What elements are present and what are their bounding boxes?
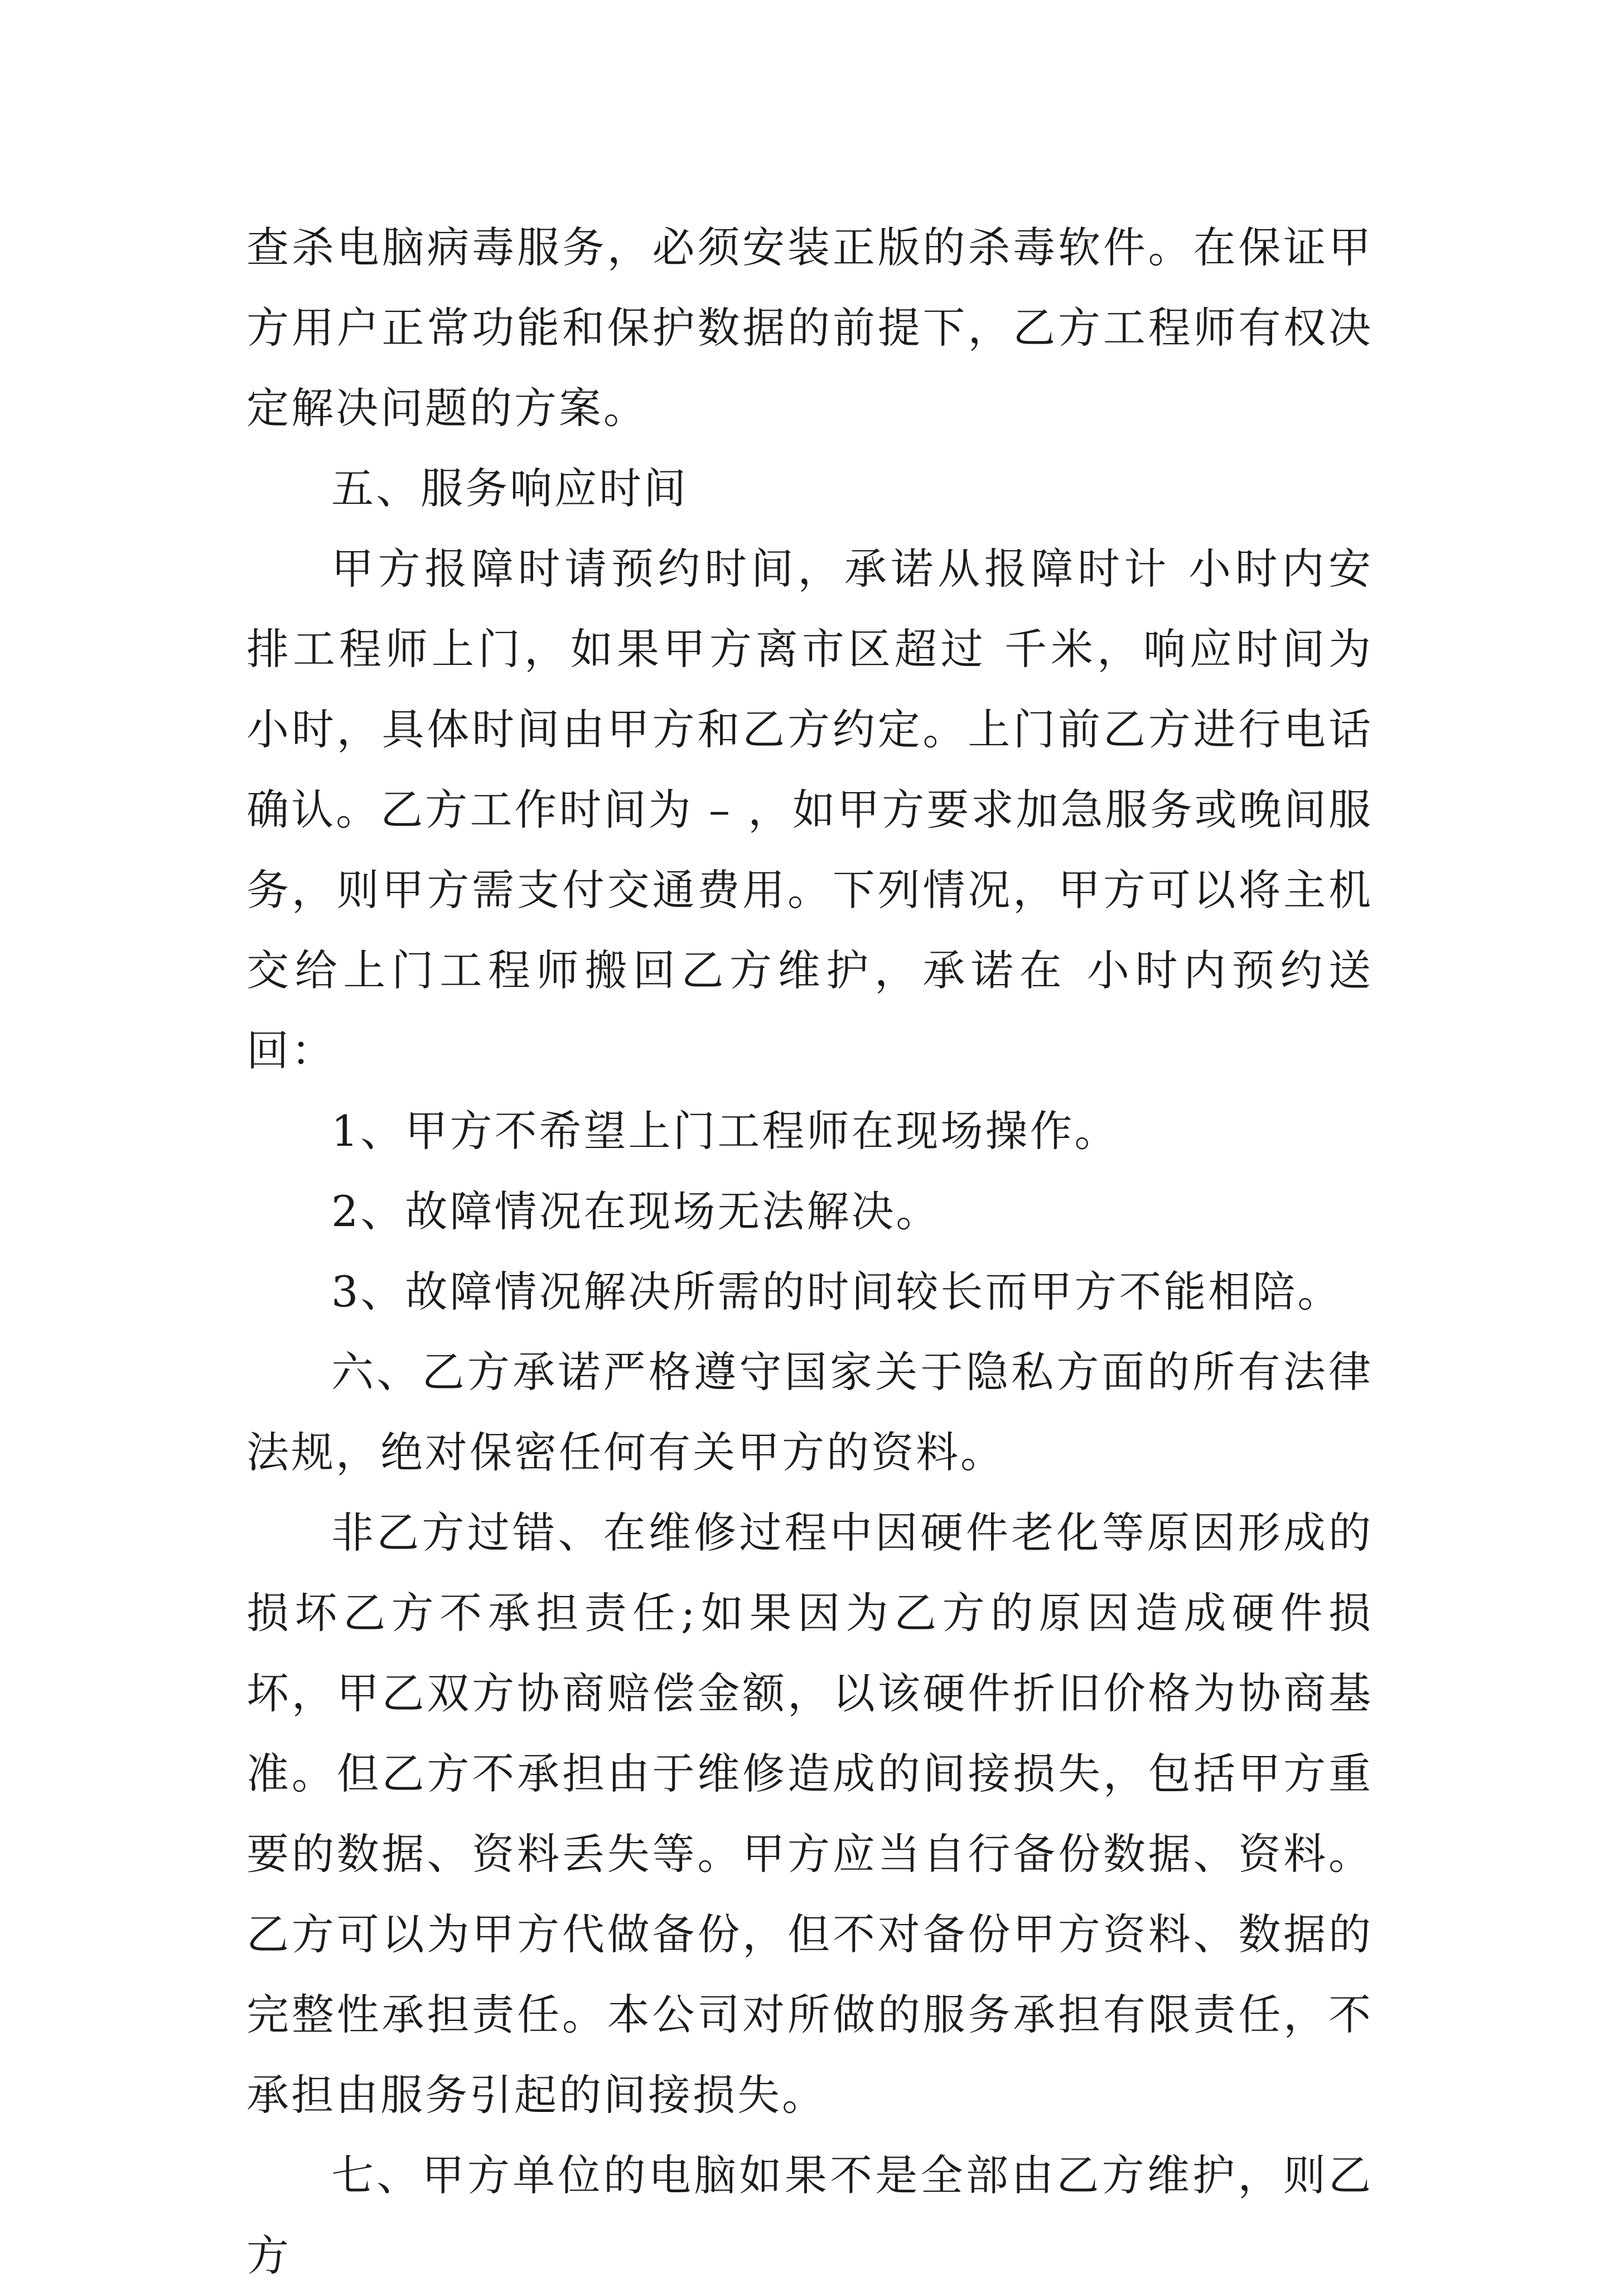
paragraph: 六、乙方承诺严格遵守国家关于隐私方面的所有法律法规，绝对保密任何有关甲方的资料。 — [247, 1347, 1373, 1477]
document-body — [247, 208, 1373, 2296]
list-item: 3、故障情况解决所需的时间较长而甲方不能相陪。 — [331, 1267, 1342, 1316]
section-heading: 五、服务响应时间 — [331, 464, 688, 513]
paragraph: 查杀电脑病毒服务，必须安装正版的杀毒软件。在保证甲方用户正常功能和保护数据的前提下，乙方工程师有权决定解决问题的方案。 — [247, 223, 1373, 433]
paragraph: 七、甲方单位的电脑如果不是全部由乙方维护，则乙方 — [247, 2150, 1373, 2280]
paragraph: 甲方报障时请预约时间，承诺从报障时计 小时内安排工程师上门，如果甲方离市区超过 千米，响应时间为 小时，具体时间由甲方和乙方约定。上门前乙方进行电话确认。乙方工作时间为 – ，如甲方要求加急服务或晚间服务，则甲方需支付交通费用。下列情况，甲方可以将主机交给上门工程师搬回乙方维护，承诺在 小时内预约送回： — [247, 544, 1373, 1075]
paragraph: 非乙方过错、在维修过程中因硬件老化等原因形成的损坏乙方不承担责任;如果因为乙方的原因造成硬件损坏，甲乙双方协商赔偿金额，以该硬件折旧价格为协商基准。但乙方不承担由于维修造成的间接损失，包括甲方重要的数据、资料丢失等。甲方应当自行备份数据、资料。乙方可以为甲方代做备份，但不对备份甲方资料、数据的完整性承担责任。本公司对所做的服务承担有限责任，不承担由服务引起的间接损失。 — [247, 1508, 1373, 2120]
list-item: 1、甲方不希望上门工程师在现场操作。 — [331, 1106, 1119, 1156]
list-item: 2、故障情况在现场无法解决。 — [331, 1186, 941, 1236]
